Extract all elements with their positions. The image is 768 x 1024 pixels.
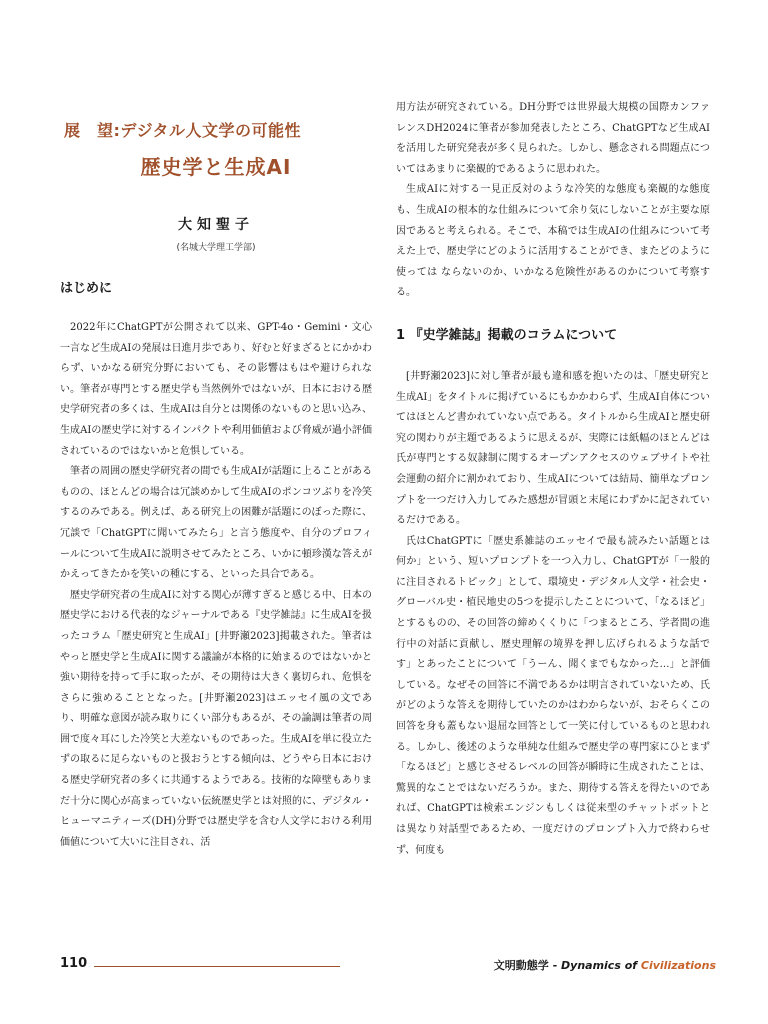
journal-name-en: Dynamics of [561, 959, 641, 972]
body-paragraph: 生成AIに対する一見正反対のような冷笑的な態度も楽観的な態度も、生成AIの根本的な仕組みについて余り気にしないことが主要な原因であると考えられる。そこで、本稿では生成AIの仕組みについて考えた上で、歴史学にどのように活用することができ、またどのように使っては ならないのか、いかなる危険性があるのかについて考察する。 [396, 184, 710, 299]
journal-name [494, 957, 716, 973]
journal-name-jp: 文明動態学 [493, 959, 549, 972]
article-title: 歴史学と生成AI [140, 155, 292, 179]
section-1-heading: 1 『史学雑誌』掲載のコラムについて [396, 327, 618, 343]
footer-divider [94, 966, 340, 967]
author-affiliation: (名城大学理工学部) [176, 243, 256, 253]
body-paragraph: 用方法が研究されている。DH分野では世界最大規模の国際カンファレンスDH2024に筆者が参加発表したところ、ChatGPTなど生成AIを活用した研究発表が多く見られた。しかし、懸念される問題点についてはあまりに楽観的であるように思われた。 [396, 102, 710, 175]
body-paragraph: 氏はChatGPTに「歴史系雑誌のエッセイで最も読みたい話題とは何か」という、短いプロンプトを一つ入力し、ChatGPTが「一般的に注目されるトピック」として、環境史・デジタル人文学・社会史・グローバル史・植民地史の5つを提示したことについて、「なるほど」とするものの、その回答の締めくくりに「つまるところ、学者間の進行中の対話に貢献し、歴史理解の境界を押し広げられるような話です」とあったことについて「うーん、聞くまでもなかった…」と評価している。なぜその回答に不満であるかは明言されていないため、氏がどのような答えを期待していたのかはわからないが、おそらくこの回答を身も蓋もない退屈な回答として一笑に付しているものと思われる。しかし、後述のような単純な仕組みで歴史学の専門家にひとまず「なるほど」と感じさせるレベルの回答が瞬時に生成されたことは、驚異的なことではないだろうか。また、期待する答えを得たいのであれば、ChatGPTは検索エンジンもしくは従来型のチャットボットとは異なり対話型であるため、一度だけのプロンプト入力で終わらせず、何度も [396, 535, 710, 856]
page-footer [60, 956, 716, 976]
left-column [60, 118, 372, 853]
series-title: 展 望:デジタル人文学の可能性 [64, 121, 301, 140]
journal-name-separator: - [548, 959, 562, 972]
body-paragraph: 歴史学研究者の生成AIに対する関心が薄すぎると感じる中、日本の歴史学における代表的なジャーナルである『史学雑誌』に生成AIを扱ったコラム「歴史研究と生成AI」[井野瀬2023]掲載された。筆者はやっと歴史学と生成AIに関する議論が本格的に始まるのではないかと強い期待を持って手に取ったが、その期待は大きく裏切られ、危惧をさらに強めることとなった。[井野瀬2023]はエッセイ風の文であり、明確な意図が読み取りにくい部分もあるが、その論調は筆者の周囲で度々耳にした冷笑と大差ないものであった。生成AIを単に役立たずの取るに足らないものと扱おうとする傾向は、どうやら日本における歴史学研究者の多くに共通するようである。技術的な障壁もありまだ十分に関心が高まっていない伝統歴史学とは対照的に、デジタル・ヒューマニティーズ(DH)分野では歴史学を含む人文学における利用価値について大いに注目され、活 [60, 589, 372, 848]
intro-heading: はじめに [60, 281, 113, 296]
page-number: 110 [60, 956, 88, 971]
author-name: 大知聖子 [178, 217, 254, 233]
journal-name-en-accent: Civilizations [640, 959, 716, 972]
body-paragraph: 筆者の周囲の歴史学研究者の間でも生成AIが話題に上ることがあるものの、ほとんどの場合は冗談めかして生成AIのポンコツぶりを冷笑するのみである。例えば、ある研究上の困難が話題にのぼった際に、冗談で「ChatGPTに聞いてみたら」と言う態度や、自分のプロフィールについて生成AIに説明させてみたところ、いかに頓珍漢な答えがかえってきたかを笑いの種にする、といった具合である。 [60, 466, 372, 581]
body-paragraph: 2022年にChatGPTが公開されて以来、GPT-4o・Gemini・文心一言など生成AIの発展は日進月歩であり、好むと好まざるとにかかわらず、いかなる研究分野においても、その影響はもはや避けられない。筆者が専門とする歴史学も当然例外ではないが、日本における歴史学研究者の多くは、生成AIは自分とは関係のないものと思い込み、生成AIの歴史学に対するインパクトや利用価値および脅威が過小評価されているのではないかと危惧している。 [60, 322, 372, 457]
right-column [396, 98, 710, 861]
body-paragraph: [井野瀬2023]に対し筆者が最も違和感を抱いたのは、「歴史研究と生成AI」をタイトルに掲げているにもかかわらず、生成AI自体についてはほとんど書かれていない点である。タイトルから生成AIと歴史研究の関わりが主題であるように思えるが、実際には紙幅のほとんどは氏が専門とする奴隷制に関するオープンアクセスのウェブサイトや社会運動の紹介に割かれており、生成AIについては結局、簡単なプロンプトを一つだけ入力してみた感想が冒頭と末尾にわずかに記されているだけである。 [396, 370, 710, 527]
